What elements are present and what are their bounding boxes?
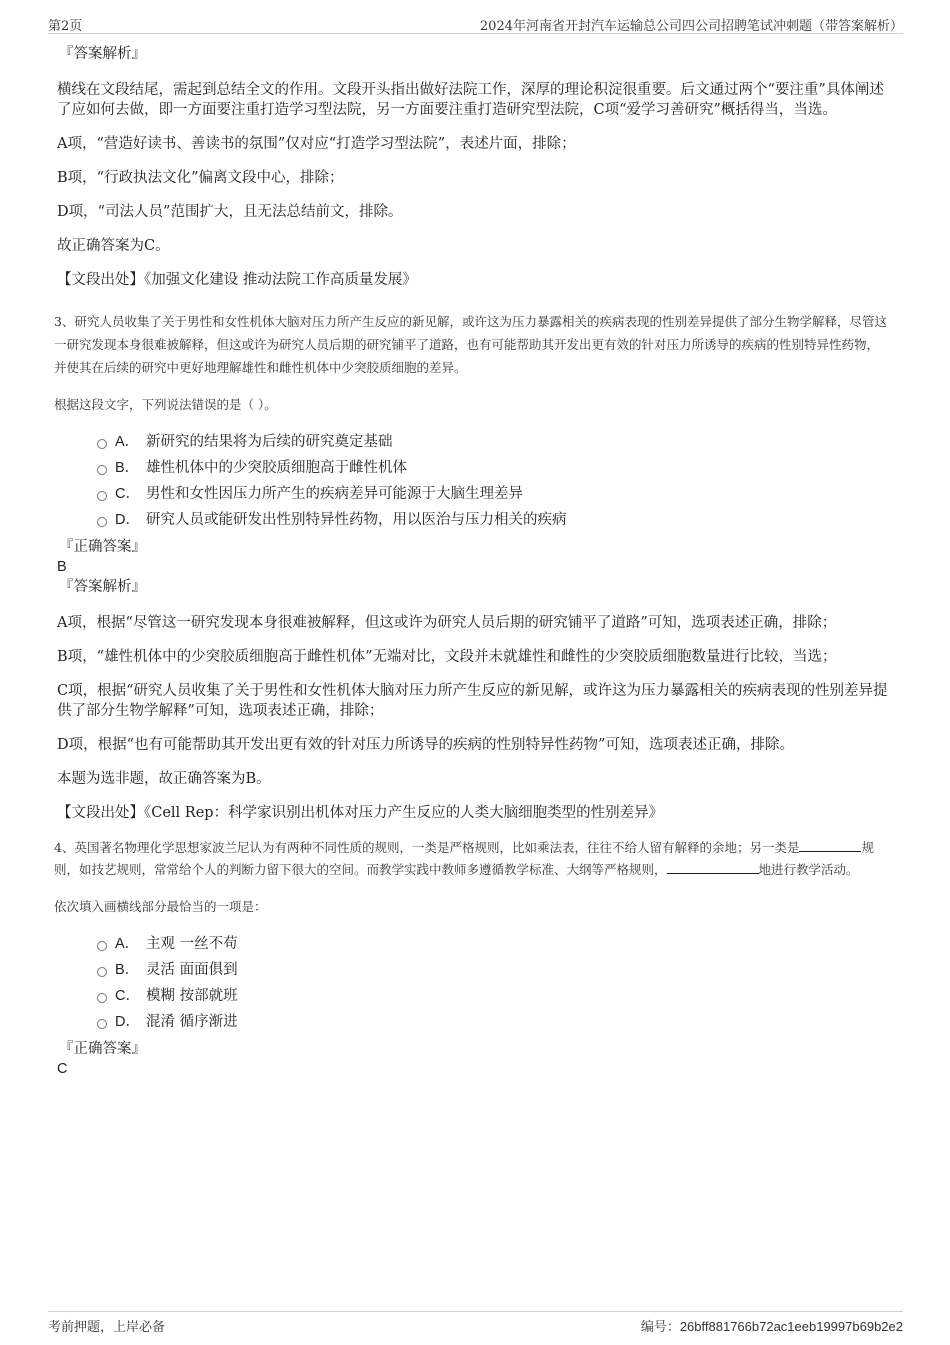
question-4-options <box>97 931 890 1035</box>
analysis-option-a: A项，根据“尽管这一研究发现本身很难被解释，但这或许为研究人员后期的研究铺平了道路”可知，选项表述正确，排除； <box>57 615 837 631</box>
source-citation: 【文段出处】《加强文化建设 推动法院工作高质量发展》 <box>57 272 417 288</box>
radio-icon[interactable] <box>97 491 107 501</box>
analysis-option-a: A项，“营造好读书、善读书的氛围”仅对应“打造学习型法院”，表述片面，排除； <box>57 136 576 152</box>
analysis-conclusion: 故正确答案为C。 <box>57 238 170 254</box>
radio-icon[interactable] <box>97 967 107 977</box>
fill-blank-2 <box>667 861 759 874</box>
analysis-option-c: C项，根据“研究人员收集了关于男性和女性机体大脑对压力所产生反应的新见解，或许这为压力暴露相关的疾病表现的性别差异提供了部分生物学解释”可知，选项表述正确，排除； <box>57 683 888 719</box>
option-b[interactable]: B． 灵活 面面俱到 <box>97 957 890 983</box>
question-4-stem: 4、英国著名物理化学思想家波兰尼认为有两种不同性质的规则，一类是严格规则，比如乘法表，往往不给人留有解释的余地；另一类是 规则，如技艺规则，常常给个人的判断力留下很大的空间。而教学实践中教师多遵循教学标准、大纲等严格规则， 地进行教学活动。 <box>54 840 874 877</box>
page-number: 第2页 <box>48 19 83 34</box>
document-id: 编号：26bff881766b72ac1eeb19997b69b2e2 <box>640 1319 903 1335</box>
answer-label: 『正确答案』 <box>59 539 146 555</box>
analysis-option-b: B项，“雄性机体中的少突胶质细胞高于雌性机体”无端对比，文段并未就雄性和雌性的少突胶质细胞数量进行比较，当选； <box>57 649 837 665</box>
option-d[interactable]: D． 混淆 循序渐进 <box>97 1009 890 1035</box>
analysis-conclusion: 本题为选非题，故正确答案为B。 <box>57 771 271 787</box>
radio-icon[interactable] <box>97 517 107 527</box>
answer-label: 『正确答案』 <box>59 1041 146 1057</box>
analysis-option-b: B项，“行政执法文化”偏离文段中心，排除； <box>57 170 344 186</box>
option-d[interactable]: D． 研究人员或能研发出性别特异性药物，用以医治与压力相关的疾病 <box>97 507 890 533</box>
analysis-label: 『答案解析』 <box>59 579 146 595</box>
analysis-label: 『答案解析』 <box>59 46 146 62</box>
radio-icon[interactable] <box>97 439 107 449</box>
footer-slogan: 考前押题，上岸必备 <box>48 1320 166 1335</box>
radio-icon[interactable] <box>97 1019 107 1029</box>
document-title: 2024年河南省开封汽车运输总公司四公司招聘笔试冲刺题（带答案解析） <box>479 19 903 34</box>
source-citation: 【文段出处】《Cell Rep：科学家识别出机体对压力产生反应的人类大脑细胞类型的性别差异》 <box>57 805 664 821</box>
page-content <box>54 44 890 1079</box>
question-3-options <box>97 429 890 533</box>
option-c[interactable]: C． 模糊 按部就班 <box>97 983 890 1009</box>
question-3-stem: 3、研究人员收集了关于男性和女性机体大脑对压力所产生反应的新见解，或许这为压力暴露相关的疾病表现的性别差异提供了部分生物学解释，尽管这一研究发现本身很难被解释，但这或许为研究人员后期的研究铺平了道路，也有可能帮助其开发出更有效的针对压力所诱导的疾病的性别特异性药物，并使其在后续的研究中更好地理解雄性和雌性机体中少突胶质细胞的差异。 <box>54 314 887 375</box>
page-footer <box>48 1311 903 1334</box>
analysis-paragraph: 横线在文段结尾，需起到总结全文的作用。文段开头指出做好法院工作，深厚的理论积淀很重要。后文通过两个“要注重”具体阐述了应如何去做，即一方面要注重打造学习型法院，另一方面要注重打造研究型法院，C项“爱学习善研究”概括得当，当选。 <box>57 82 884 118</box>
page-header <box>48 13 903 34</box>
analysis-option-d: D项，“司法人员”范围扩大，且无法总结前文，排除。 <box>57 204 403 220</box>
question-4-prompt: 依次填入画横线部分最恰当的一项是： <box>54 899 267 914</box>
radio-icon[interactable] <box>97 941 107 951</box>
option-a[interactable]: A． 主观 一丝不苟 <box>97 931 890 957</box>
radio-icon[interactable] <box>97 465 107 475</box>
question-3-prompt: 根据这段文字，下列说法错误的是（ ）。 <box>54 397 277 412</box>
option-b[interactable]: B． 雄性机体中的少突胶质细胞高于雌性机体 <box>97 455 890 481</box>
option-c[interactable]: C． 男性和女性因压力所产生的疾病差异可能源于大脑生理差异 <box>97 481 890 507</box>
radio-icon[interactable] <box>97 993 107 1003</box>
analysis-option-d: D项，根据“也有可能帮助其开发出更有效的针对压力所诱导的疾病的性别特异性药物”可知，选项表述正确，排除。 <box>57 737 794 753</box>
correct-answer: C <box>57 1061 68 1077</box>
fill-blank-1 <box>799 839 861 852</box>
option-a[interactable]: A． 新研究的结果将为后续的研究奠定基础 <box>97 429 890 455</box>
correct-answer: B <box>57 559 67 575</box>
